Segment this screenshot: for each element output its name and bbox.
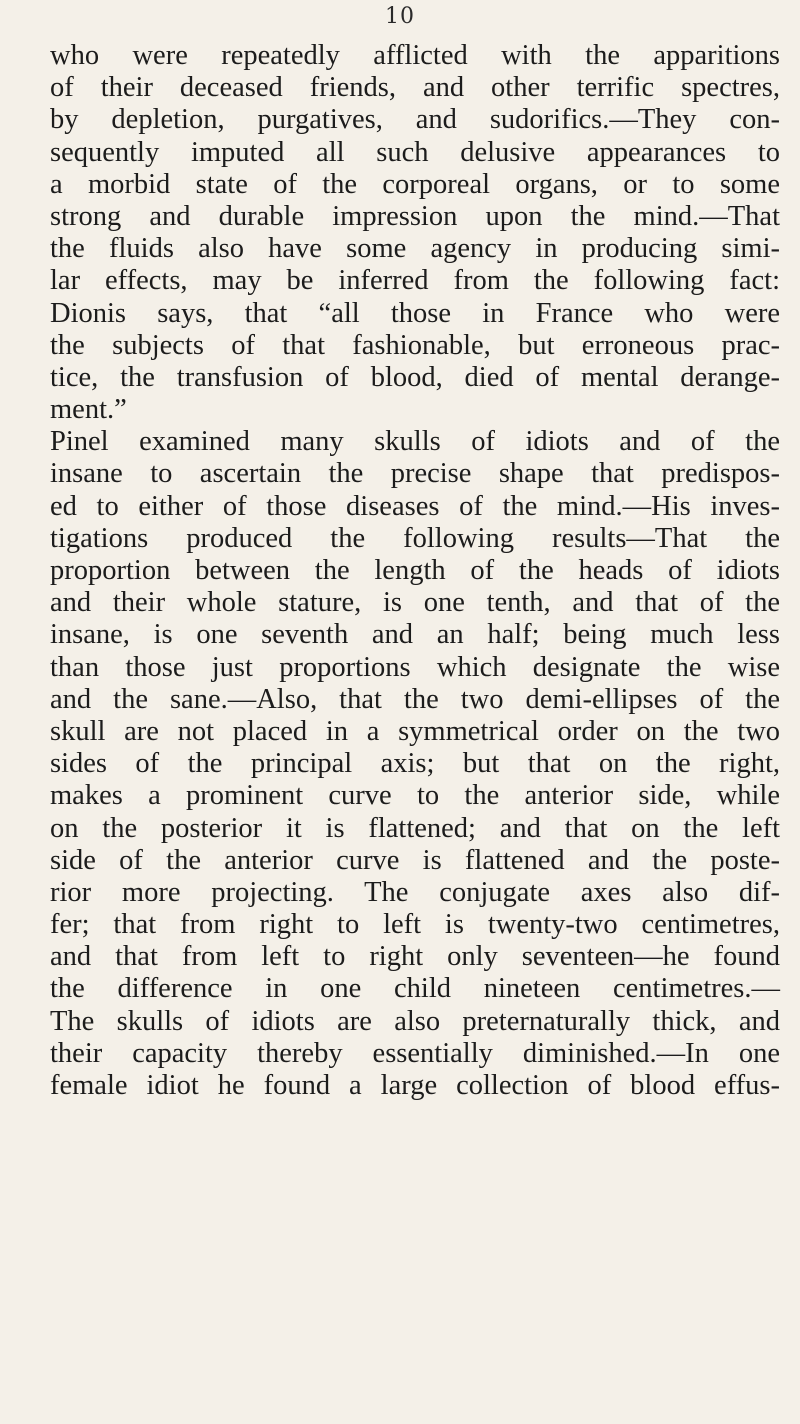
text-line: strong and durable impression upon the mind.—That	[50, 200, 780, 232]
text-line: who were repeatedly afflicted with the apparitions	[50, 40, 780, 71]
body-text	[50, 40, 780, 1102]
text-line: sequently imputed all such delusive appearances to	[50, 136, 780, 168]
text-line: skull are not placed in a symmetrical order on the two	[50, 715, 780, 747]
text-line: of their deceased friends, and other terrific spectres,	[50, 72, 780, 104]
text-line: the difference in one child nineteen centimetres.—	[50, 973, 780, 1005]
text-line: tigations produced the following results—That the	[50, 522, 780, 554]
text-line: makes a prominent curve to the anterior side, while	[50, 780, 780, 812]
text-line: sides of the principal axis; but that on the right,	[50, 748, 780, 780]
text-line: ed to either of those diseases of the mind.—His inves-	[50, 490, 780, 522]
text-line: a morbid state of the corporeal organs, or to some	[50, 168, 780, 200]
text-line: rior more projecting. The conjugate axes also dif-	[50, 876, 780, 908]
text-line: than those just proportions which designate the wise	[50, 651, 780, 683]
text-line: and their whole stature, is one tenth, and that of the	[50, 587, 780, 619]
text-line: Dionis says, that “all those in France who were	[50, 297, 780, 329]
text-line: lar effects, may be inferred from the following fact:	[50, 265, 780, 297]
text-line: tice, the transfusion of blood, died of mental derange-	[50, 361, 780, 393]
text-line: the fluids also have some agency in producing simi-	[50, 233, 780, 265]
text-line: proportion between the length of the heads of idiots	[50, 555, 780, 586]
text-line: and the sane.—Also, that the two demi-ellipses of the	[50, 683, 780, 715]
text-line: on the posterior it is flattened; and that on the left	[50, 812, 780, 844]
text-line: fer; that from right to left is twenty-two centimetres,	[50, 909, 780, 941]
text-line: by depletion, purgatives, and sudorifics.—They con-	[50, 104, 780, 136]
page-number: 10	[385, 4, 415, 29]
text-line: their capacity thereby essentially diminished.—In one	[50, 1037, 780, 1069]
text-line: and that from left to right only seventeen—he found	[50, 941, 780, 973]
text-line: insane, is one seventh and an half; being much less	[50, 619, 780, 651]
text-line: The skulls of idiots are also preternaturally thick, and	[50, 1005, 780, 1037]
text-line: side of the anterior curve is flattened and the poste-	[50, 844, 780, 876]
text-line: ment.”	[50, 394, 127, 426]
text-line: insane to ascertain the precise shape that predispos-	[50, 458, 780, 490]
text-line: the subjects of that fashionable, but erroneous prac-	[50, 329, 780, 361]
text-line: female idiot he found a large collection of blood effus-	[50, 1070, 780, 1101]
text-line: Pinel examined many skulls of idiots and of the	[50, 426, 780, 458]
